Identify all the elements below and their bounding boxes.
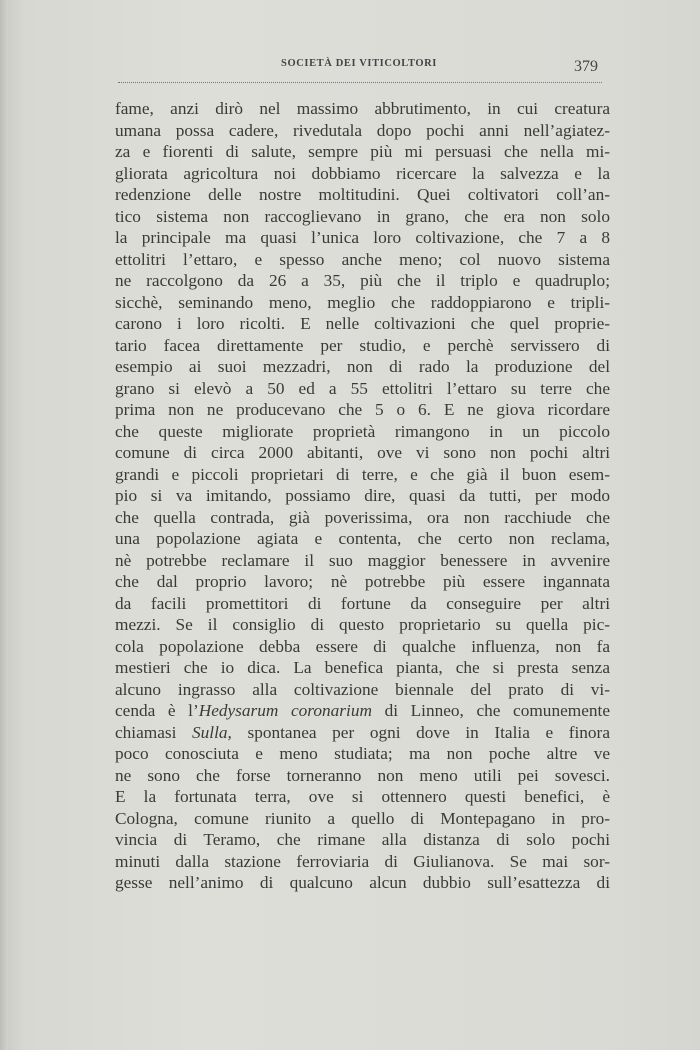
text-line [115,442,610,464]
line-text: esempio ai suoi mezzadri, non di rado la produzione del [115,357,610,376]
line-text: vincia di Teramo, che rimane alla distanza di solo pochi [115,830,610,849]
text-line [115,227,610,249]
page-number: 379 [574,58,598,75]
text-line [115,421,610,443]
text-line [115,163,610,185]
line-text: grano si elevò a 50 ed a 55 ettolitri l’ettaro su terre che [115,378,610,398]
text-line [115,141,610,163]
text-line [115,829,610,851]
line-text: poco conosciuta e meno studiata; ma non poche altre ve [115,744,610,763]
line-text: la principale ma quasi l’unica loro coltivazione, che 7 a 8 [115,228,610,247]
line-text: nè potrebbe reclamare il suo maggior benessere in avvenire [115,550,610,570]
line-text: minuti dalla stazione ferroviaria di Giulianova. Se mai sor- [115,851,610,871]
line-text: carono i loro ricolti. E nelle coltivazioni che quel proprie- [115,314,610,333]
line-text: gliorata agricoltura noi dobbiamo ricercare la salvezza e la [115,163,610,183]
line-text: E la fortunata terra, ove si ottennero questi benefici, è [115,787,610,806]
line-text: fame, anzi dirò nel massimo abbrutimento, in cui creatura [115,99,610,118]
text-line [115,485,610,507]
text-line [115,399,610,421]
line-text: cenda è l’ [115,701,199,720]
text-line [115,464,610,486]
line-text: pio si va imitando, possiamo dire, quasi da tutti, per modo [115,486,610,505]
text-line [115,593,610,615]
italic-term: Hedysarum coronarium [198,701,372,720]
text-line [115,507,610,529]
page-edge-shadow [0,0,8,1050]
line-text: che dal proprio lavoro; nè potrebbe più essere ingannata [115,572,610,591]
text-line [115,378,610,400]
line-text: che queste migliorate proprietà rimangono in un piccolo [115,421,610,441]
line-text: tico sistema non raccoglievano in grano, che era non solo [115,206,610,226]
line-text: comune di circa 2000 abitanti, ove vi sono non pochi altri [115,443,610,462]
text-line [115,550,610,572]
text-line [115,743,610,765]
line-text: tario facea direttamente per studio, e perchè servissero di [115,335,610,355]
line-text: grandi e piccoli proprietari di terre, e che già il buon esem- [115,464,610,484]
header-rule [118,82,602,83]
body-text [115,98,610,894]
line-text: di Linneo, che comunemente [371,701,610,720]
line-text: mezzi. Se il consiglio di questo proprietario su quella pic- [115,615,610,634]
italic-term: Sulla, [192,722,232,742]
running-title: SOCIETÀ DEI VITICOLTORI [281,58,437,69]
text-line [115,528,610,550]
text-line [115,571,610,593]
line-text: che quella contrada, già poverissima, ora non racchiude che [115,507,610,527]
text-line [115,356,610,378]
text-line [115,335,610,357]
line-text: una popolazione agiata e contenta, che certo non reclama, [115,529,610,548]
text-line [115,292,610,314]
text-line [115,872,610,894]
text-line [115,657,610,679]
line-text: cola popolazione debba essere di qualche influenza, non fa [115,636,610,656]
text-line [115,313,610,335]
line-text: chiamasi [115,722,193,742]
line-text: umana possa cadere, rivedutala dopo pochi anni nell’agiatez- [115,120,610,140]
text-line [115,808,610,830]
text-line [115,851,610,873]
line-text: Cologna, comune riunito a quello di Montepagano in pro- [115,808,610,828]
text-line [115,679,610,701]
text-line [115,614,610,636]
line-text: prima non ne producevano che 5 o 6. E ne giova ricordare [115,400,610,419]
line-text: ne raccolgono da 26 a 35, più che il triplo e quadruplo; [115,271,610,290]
text-line [115,765,610,787]
text-line [115,722,610,744]
text-line [115,636,610,658]
text-line [115,184,610,206]
text-line [115,206,610,228]
line-text: gesse nell’animo di qualcuno alcun dubbio sull’esattezza di [115,873,610,892]
text-line [115,786,610,808]
line-text: da facili promettitori di fortune da conseguire per altri [115,593,610,613]
line-text: mestieri che io dica. La benefica pianta, che si presta senza [115,658,610,677]
text-line [115,98,610,120]
line-text: alcuno ingrasso alla coltivazione biennale del prato di vi- [115,679,610,699]
line-text: ettolitri l’ettaro, e spesso anche meno; col nuovo sistema [115,249,610,269]
text-line [115,249,610,271]
text-line [115,120,610,142]
text-line [115,270,610,292]
line-text: ne sono che forse torneranno non meno utili pei sovesci. [115,765,610,785]
line-text: za e fiorenti di salute, sempre più mi persuasi che nella mi- [115,142,610,161]
text-line [115,700,610,722]
line-text: sicchè, seminando meno, meglio che raddoppiarono e tripli- [115,292,610,312]
line-text: spontanea per ogni dove in Italia e finora [231,722,610,742]
line-text: redenzione delle nostre moltitudini. Quei coltivatori coll’an- [115,185,610,204]
